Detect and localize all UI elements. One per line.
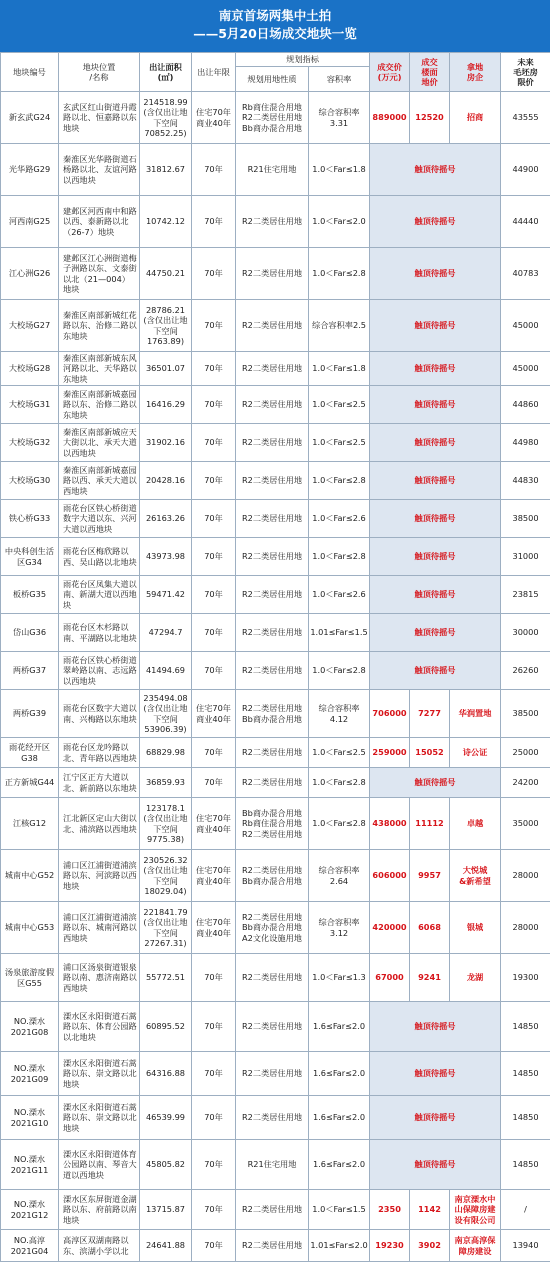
- cell-far: 1.6≤Far≤2.0: [309, 1140, 370, 1190]
- cell-code: 两桥G37: [1, 652, 59, 690]
- header-price: 成交价 (万元): [370, 53, 410, 92]
- cell-status: 触顶待摇号: [370, 768, 501, 798]
- cell-code: 铁心桥G33: [1, 500, 59, 538]
- cell-floor-price: 1142: [410, 1190, 450, 1230]
- cell-winner: 诗公证: [450, 738, 501, 768]
- header-term: 出让年限: [192, 53, 236, 92]
- cell-status: 触顶待摇号: [370, 1002, 501, 1052]
- cell-far: 1.0＜Far≤1.3: [309, 954, 370, 1002]
- table-row: [1, 1190, 550, 1230]
- cell-area: 221841.79 (含仅出让地下空间 27267.31): [140, 902, 192, 954]
- cell-area: 43973.98: [140, 538, 192, 576]
- cell-floor-price: 12520: [410, 92, 450, 144]
- cell-status: 触顶待摇号: [370, 248, 501, 300]
- cell-price: 706000: [370, 690, 410, 738]
- table-row: [1, 462, 550, 500]
- cell-term: 住宅70年 商业40年: [192, 902, 236, 954]
- cell-far: 综合容积率2.5: [309, 300, 370, 352]
- cell-location: 秦淮区南部新城应天大街以北、承天大道以西地块: [59, 424, 140, 462]
- cell-far: 1.0＜Far≤1.8: [309, 352, 370, 386]
- cell-winner: 卓越: [450, 798, 501, 850]
- cell-code: 大校场G31: [1, 386, 59, 424]
- cell-use: R2二类居住用地: [236, 652, 309, 690]
- cell-future-price: 19300: [501, 954, 550, 1002]
- cell-use: R2二类居住用地: [236, 196, 309, 248]
- cell-term: 70年: [192, 768, 236, 798]
- cell-far: 1.6≤Far≤2.0: [309, 1002, 370, 1052]
- cell-use: R21住宅用地: [236, 144, 309, 196]
- cell-far: 1.0＜Far≤2.8: [309, 248, 370, 300]
- cell-status: 触顶待摇号: [370, 1052, 501, 1096]
- cell-use: R2二类居住用地: [236, 386, 309, 424]
- cell-far: 1.01≤Far≤1.5: [309, 614, 370, 652]
- cell-floor-price: 11112: [410, 798, 450, 850]
- cell-price: 67000: [370, 954, 410, 1002]
- cell-floor-price: 6068: [410, 902, 450, 954]
- cell-code: 河西南G25: [1, 196, 59, 248]
- table-row: [1, 538, 550, 576]
- cell-location: 秦淮区南部新城东风河路以北、天华路以东地块: [59, 352, 140, 386]
- cell-future-price: 30000: [501, 614, 550, 652]
- cell-far: 1.0＜Far≤2.6: [309, 500, 370, 538]
- cell-far: 1.0＜Far≤2.5: [309, 424, 370, 462]
- cell-area: 55772.51: [140, 954, 192, 1002]
- cell-status: 触顶待摇号: [370, 462, 501, 500]
- cell-area: 41494.69: [140, 652, 192, 690]
- cell-area: 26163.26: [140, 500, 192, 538]
- cell-location: 玄武区红山街道丹霞路以北、恒嘉路以东地块: [59, 92, 140, 144]
- cell-use: R2二类居住用地 Bb商办混合用地: [236, 850, 309, 902]
- cell-far: 1.0＜Far≤2.5: [309, 386, 370, 424]
- cell-use: R2二类居住用地: [236, 738, 309, 768]
- cell-far: 综合容积率2.64: [309, 850, 370, 902]
- table-row: [1, 1230, 550, 1262]
- cell-use: R2二类居住用地 Bb商办混合用地 A2文化设施用地: [236, 902, 309, 954]
- cell-far: 1.6≤Far≤2.0: [309, 1052, 370, 1096]
- cell-use: R2二类居住用地: [236, 500, 309, 538]
- cell-area: 46539.99: [140, 1096, 192, 1140]
- cell-use: R21住宅用地: [236, 1140, 309, 1190]
- cell-status: 触顶待摇号: [370, 386, 501, 424]
- cell-far: 1.0＜Far≤2.8: [309, 538, 370, 576]
- cell-floor-price: 9957: [410, 850, 450, 902]
- cell-use: R2二类居住用地: [236, 424, 309, 462]
- table-row: [1, 248, 550, 300]
- cell-code: 江核G12: [1, 798, 59, 850]
- cell-area: 13715.87: [140, 1190, 192, 1230]
- cell-code: 新玄武G24: [1, 92, 59, 144]
- cell-term: 70年: [192, 1140, 236, 1190]
- cell-location: 雨花台区铁心桥街道数字大道以东、兴河大道以西地块: [59, 500, 140, 538]
- cell-location: 溧水区永阳街道石蒿路以东、崇文路以北地块: [59, 1096, 140, 1140]
- table-row: [1, 300, 550, 352]
- cell-future-price: /: [501, 1190, 550, 1230]
- cell-code: 板桥G35: [1, 576, 59, 614]
- cell-term: 70年: [192, 462, 236, 500]
- cell-location: 雨花台区铁心桥街道翠岭路以南、志远路以西地块: [59, 652, 140, 690]
- cell-future-price: 14850: [501, 1140, 550, 1190]
- header-planning: 规划指标: [236, 53, 370, 67]
- cell-term: 70年: [192, 538, 236, 576]
- cell-code: 雨花经开区G38: [1, 738, 59, 768]
- cell-far: 1.0＜Far≤2.8: [309, 798, 370, 850]
- cell-area: 36859.93: [140, 768, 192, 798]
- cell-floor-price: 3902: [410, 1230, 450, 1262]
- cell-location: 雨花台区梅欣路以西、吴山路以北地块: [59, 538, 140, 576]
- cell-use: R2二类居住用地: [236, 1230, 309, 1262]
- cell-status: 触顶待摇号: [370, 144, 501, 196]
- cell-term: 70年: [192, 1096, 236, 1140]
- cell-location: 浦口区江浦街道浦滨路以东、河滨路以西地块: [59, 850, 140, 902]
- cell-future-price: 14850: [501, 1052, 550, 1096]
- cell-location: 建邺区河西南中和路以西、泰新路以北（26-7）地块: [59, 196, 140, 248]
- table-row: [1, 954, 550, 1002]
- cell-price: 420000: [370, 902, 410, 954]
- table-row: [1, 690, 550, 738]
- cell-far: 综合容积率3.12: [309, 902, 370, 954]
- cell-status: 触顶待摇号: [370, 1140, 501, 1190]
- cell-future-price: 25000: [501, 738, 550, 768]
- cell-term: 70年: [192, 144, 236, 196]
- cell-far: 1.0＜Far≤1.8: [309, 144, 370, 196]
- cell-future-price: 38500: [501, 690, 550, 738]
- cell-code: 两桥G39: [1, 690, 59, 738]
- cell-location: 雨花台区龙吟路以北、青年路以西地块: [59, 738, 140, 768]
- cell-code: NO.溧水2021G09: [1, 1052, 59, 1096]
- cell-future-price: 45000: [501, 300, 550, 352]
- header-floor-price: 成交 楼面 地价: [410, 53, 450, 92]
- cell-price: 438000: [370, 798, 410, 850]
- header-use: 规划用地性质: [236, 67, 309, 92]
- cell-term: 70年: [192, 954, 236, 1002]
- cell-term: 70年: [192, 424, 236, 462]
- cell-term: 住宅70年 商业40年: [192, 850, 236, 902]
- cell-far: 1.0＜Far≤2.5: [309, 738, 370, 768]
- cell-location: 秦淮区南部新城红花路以东、治修二路以东地块: [59, 300, 140, 352]
- cell-code: 江心洲G26: [1, 248, 59, 300]
- cell-use: R2二类居住用地: [236, 538, 309, 576]
- cell-far: 1.0＜Far≤2.8: [309, 652, 370, 690]
- cell-use: R2二类居住用地: [236, 1052, 309, 1096]
- cell-location: 溧水区永阳街道体育公园路以南、琴音大道以西地块: [59, 1140, 140, 1190]
- cell-use: Rb商住混合用地 R2二类居住用地 Bb商办混合用地: [236, 92, 309, 144]
- header-far: 容积率: [309, 67, 370, 92]
- cell-code: 大校场G30: [1, 462, 59, 500]
- cell-code: 大校场G32: [1, 424, 59, 462]
- table-row: [1, 768, 550, 798]
- cell-price: 2350: [370, 1190, 410, 1230]
- cell-far: 综合容积率4.12: [309, 690, 370, 738]
- cell-area: 123178.1 (含仅出让地下空间 9775.38): [140, 798, 192, 850]
- cell-location: 江北新区定山大街以北、浦滨路以西地块: [59, 798, 140, 850]
- report-title: [0, 0, 550, 52]
- cell-far: 1.0＜Far≤2.6: [309, 576, 370, 614]
- cell-location: 建邺区江心洲街道梅子洲路以东、文泰街以北（21—004）地块: [59, 248, 140, 300]
- cell-floor-price: 9241: [410, 954, 450, 1002]
- cell-status: 触顶待摇号: [370, 500, 501, 538]
- cell-term: 70年: [192, 352, 236, 386]
- land-table: [0, 52, 550, 1262]
- cell-area: 59471.42: [140, 576, 192, 614]
- header-code: 地块编号: [1, 53, 59, 92]
- cell-area: 214518.99 (含仅出让地下空间 70852.25): [140, 92, 192, 144]
- cell-winner: 银城: [450, 902, 501, 954]
- table-row: [1, 902, 550, 954]
- cell-far: 综合容积率3.31: [309, 92, 370, 144]
- cell-far: 1.0＜Far≤2.0: [309, 196, 370, 248]
- cell-term: 70年: [192, 738, 236, 768]
- cell-status: 触顶待摇号: [370, 352, 501, 386]
- cell-code: 城南中心G53: [1, 902, 59, 954]
- cell-location: 溧水区永阳街道石蒿路以东、体育公园路以北地块: [59, 1002, 140, 1052]
- cell-future-price: 14850: [501, 1002, 550, 1052]
- table-row: [1, 352, 550, 386]
- cell-floor-price: 7277: [410, 690, 450, 738]
- cell-area: 16416.29: [140, 386, 192, 424]
- cell-code: 大校场G28: [1, 352, 59, 386]
- cell-location: 高淳区双湖南路以东、滨湖小学以北: [59, 1230, 140, 1262]
- table-row: [1, 92, 550, 144]
- cell-future-price: 45000: [501, 352, 550, 386]
- cell-term: 70年: [192, 386, 236, 424]
- cell-use: R2二类居住用地: [236, 576, 309, 614]
- cell-location: 溧水区永阳街道石蒿路以东、崇文路以北地块: [59, 1052, 140, 1096]
- cell-future-price: 28000: [501, 850, 550, 902]
- cell-location: 浦口区汤泉街道银泉路以南、惠济南路以西地块: [59, 954, 140, 1002]
- cell-location: 秦淮区南部新城嘉园路以西、承天大道以西地块: [59, 462, 140, 500]
- table-row: [1, 1096, 550, 1140]
- cell-future-price: 44900: [501, 144, 550, 196]
- cell-winner: 南京高淳保障房建设: [450, 1230, 501, 1262]
- cell-use: R2二类居住用地: [236, 462, 309, 500]
- cell-code: NO.溧水2021G12: [1, 1190, 59, 1230]
- table-row: [1, 738, 550, 768]
- cell-code: 中央科创生活区G34: [1, 538, 59, 576]
- title-line-2: ——5月20日场成交地块一览: [0, 25, 550, 43]
- cell-area: 47294.7: [140, 614, 192, 652]
- table-row: [1, 144, 550, 196]
- cell-term: 70年: [192, 614, 236, 652]
- cell-use: R2二类居住用地: [236, 614, 309, 652]
- cell-status: 触顶待摇号: [370, 538, 501, 576]
- cell-term: 70年: [192, 1230, 236, 1262]
- table-row: [1, 798, 550, 850]
- cell-future-price: 43555: [501, 92, 550, 144]
- cell-price: 259000: [370, 738, 410, 768]
- cell-use: R2二类居住用地: [236, 954, 309, 1002]
- cell-far: 1.6≤Far≤2.0: [309, 1096, 370, 1140]
- cell-far: 1.0＜Far≤2.8: [309, 462, 370, 500]
- cell-term: 住宅70年 商业40年: [192, 92, 236, 144]
- table-row: [1, 652, 550, 690]
- cell-code: 正方新城G44: [1, 768, 59, 798]
- cell-term: 70年: [192, 1052, 236, 1096]
- cell-term: 70年: [192, 1002, 236, 1052]
- header-future-price: 未来 毛坯房 限价: [501, 53, 550, 92]
- cell-code: NO.溧水2021G08: [1, 1002, 59, 1052]
- cell-term: 70年: [192, 652, 236, 690]
- cell-floor-price: 15052: [410, 738, 450, 768]
- cell-area: 60895.52: [140, 1002, 192, 1052]
- cell-price: 606000: [370, 850, 410, 902]
- cell-future-price: 28000: [501, 902, 550, 954]
- cell-location: 江宁区正方大道以北、新前路以东地块: [59, 768, 140, 798]
- table-row: [1, 1140, 550, 1190]
- table-row: [1, 1052, 550, 1096]
- cell-use: R2二类居住用地: [236, 352, 309, 386]
- header-location: 地块位置 /名称: [59, 53, 140, 92]
- cell-use: R2二类居住用地: [236, 768, 309, 798]
- cell-future-price: 44860: [501, 386, 550, 424]
- cell-use: R2二类居住用地: [236, 1002, 309, 1052]
- cell-code: 光华路G29: [1, 144, 59, 196]
- cell-area: 28786.21 (含仅出让地下空间 1763.89): [140, 300, 192, 352]
- cell-location: 浦口区江浦街道浦滨路以东、城南河路以西地块: [59, 902, 140, 954]
- cell-area: 31812.67: [140, 144, 192, 196]
- cell-future-price: 13940: [501, 1230, 550, 1262]
- cell-status: 触顶待摇号: [370, 614, 501, 652]
- cell-status: 触顶待摇号: [370, 196, 501, 248]
- cell-term: 70年: [192, 500, 236, 538]
- cell-future-price: 44980: [501, 424, 550, 462]
- cell-area: 44750.21: [140, 248, 192, 300]
- cell-area: 10742.12: [140, 196, 192, 248]
- cell-future-price: 24200: [501, 768, 550, 798]
- cell-future-price: 38500: [501, 500, 550, 538]
- table-row: [1, 386, 550, 424]
- cell-term: 住宅70年 商业40年: [192, 798, 236, 850]
- cell-term: 住宅70年 商业40年: [192, 690, 236, 738]
- cell-location: 秦淮区光华路街道石杨路以北、友谊河路以西地块: [59, 144, 140, 196]
- cell-future-price: 35000: [501, 798, 550, 850]
- cell-location: 溧水区东屏街道金湖路以东、府前路以南地块: [59, 1190, 140, 1230]
- cell-future-price: 26260: [501, 652, 550, 690]
- cell-location: 雨花台区木杉路以南、平湖路以北地块: [59, 614, 140, 652]
- cell-status: 触顶待摇号: [370, 652, 501, 690]
- cell-future-price: 31000: [501, 538, 550, 576]
- cell-code: 岱山G36: [1, 614, 59, 652]
- cell-code: 大校场G27: [1, 300, 59, 352]
- cell-area: 31902.16: [140, 424, 192, 462]
- cell-use: R2二类居住用地 Bb商办混合用地: [236, 690, 309, 738]
- cell-use: Bb商办混合用地 Rb商住混合用地 R2二类居住用地: [236, 798, 309, 850]
- cell-location: 秦淮区南部新城嘉园路以东、治修二路以东地块: [59, 386, 140, 424]
- cell-future-price: 44440: [501, 196, 550, 248]
- cell-future-price: 23815: [501, 576, 550, 614]
- cell-winner: 华润置地: [450, 690, 501, 738]
- cell-location: 雨花台区数字大道以南、兴梅路以东地块: [59, 690, 140, 738]
- cell-use: R2二类居住用地: [236, 1190, 309, 1230]
- cell-area: 20428.16: [140, 462, 192, 500]
- table-row: [1, 424, 550, 462]
- cell-code: NO.溧水2021G10: [1, 1096, 59, 1140]
- cell-future-price: 40783: [501, 248, 550, 300]
- title-line-1: 南京首场两集中土拍: [0, 7, 550, 25]
- cell-term: 70年: [192, 1190, 236, 1230]
- cell-winner: 南京溧水中山保障房建设有限公司: [450, 1190, 501, 1230]
- cell-future-price: 44830: [501, 462, 550, 500]
- cell-future-price: 14850: [501, 1096, 550, 1140]
- cell-price: 19230: [370, 1230, 410, 1262]
- cell-area: 45805.82: [140, 1140, 192, 1190]
- header-winner: 拿地 房企: [450, 53, 501, 92]
- cell-far: 1.01≤Far≤2.0: [309, 1230, 370, 1262]
- cell-area: 24641.88: [140, 1230, 192, 1262]
- cell-use: R2二类居住用地: [236, 248, 309, 300]
- cell-term: 70年: [192, 576, 236, 614]
- cell-price: 889000: [370, 92, 410, 144]
- table-row: [1, 614, 550, 652]
- cell-term: 70年: [192, 196, 236, 248]
- cell-term: 70年: [192, 300, 236, 352]
- cell-area: 36501.07: [140, 352, 192, 386]
- cell-far: 1.0＜Far≤2.8: [309, 768, 370, 798]
- cell-use: R2二类居住用地: [236, 1096, 309, 1140]
- cell-code: 汤泉旅游度假区G55: [1, 954, 59, 1002]
- cell-winner: 大悦城 &新希望: [450, 850, 501, 902]
- cell-status: 触顶待摇号: [370, 576, 501, 614]
- cell-code: 城南中心G52: [1, 850, 59, 902]
- cell-far: 1.0＜Far≤1.5: [309, 1190, 370, 1230]
- cell-area: 235494.08 (含仅出让地下空间 53906.39): [140, 690, 192, 738]
- cell-area: 64316.88: [140, 1052, 192, 1096]
- cell-winner: 招商: [450, 92, 501, 144]
- cell-status: 触顶待摇号: [370, 424, 501, 462]
- table-row: [1, 500, 550, 538]
- cell-area: 230526.32 (含仅出让地下空间 18029.04): [140, 850, 192, 902]
- cell-location: 雨花台区凤集大道以南、新湖大道以西地块: [59, 576, 140, 614]
- cell-term: 70年: [192, 248, 236, 300]
- cell-status: 触顶待摇号: [370, 300, 501, 352]
- table-row: [1, 850, 550, 902]
- cell-code: NO.高淳2021G04: [1, 1230, 59, 1262]
- cell-code: NO.溧水2021G11: [1, 1140, 59, 1190]
- cell-use: R2二类居住用地: [236, 300, 309, 352]
- table-row: [1, 196, 550, 248]
- cell-area: 68829.98: [140, 738, 192, 768]
- header-area: 出让面积 (㎡): [140, 53, 192, 92]
- table-row: [1, 1002, 550, 1052]
- cell-status: 触顶待摇号: [370, 1096, 501, 1140]
- table-row: [1, 576, 550, 614]
- cell-winner: 龙湖: [450, 954, 501, 1002]
